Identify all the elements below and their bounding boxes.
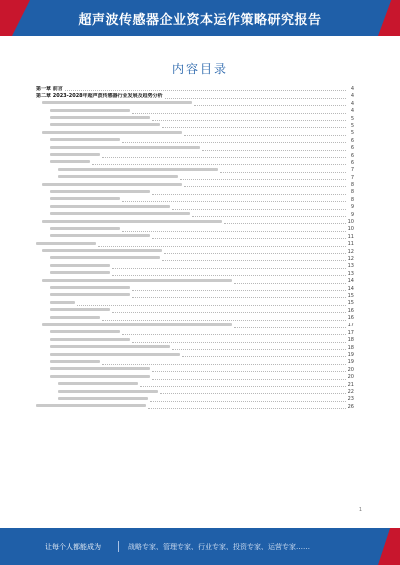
toc-entry-label (36, 263, 110, 270)
toc-entry-page: 20 (347, 366, 354, 373)
toc-entry-page: 13 (347, 263, 354, 270)
toc-leader-dots (152, 379, 346, 380)
toc-entry[interactable] (36, 308, 354, 315)
footer-tagline: 战略专家、管理专家、行业专家、投资专家、运营专家…… (128, 543, 310, 551)
toc-entry-placeholder (42, 249, 162, 252)
toc-entry-placeholder (42, 220, 222, 223)
toc-entry-placeholder (36, 242, 96, 245)
toc-entry-page: 14 (347, 278, 354, 285)
toc-entry-page: 5 (350, 115, 354, 122)
toc-entry-page: 5 (350, 130, 354, 137)
toc-entry-page: 21 (347, 381, 354, 388)
toc-entry-placeholder (50, 308, 110, 311)
toc-entry-placeholder (50, 330, 120, 333)
toc-entry[interactable] (36, 234, 354, 241)
toc-entry-page: 6 (350, 159, 354, 166)
toc-leader-dots (140, 386, 346, 387)
toc-entry-label (36, 123, 160, 130)
toc-leader-dots (92, 164, 346, 165)
toc-leader-dots (132, 342, 346, 343)
toc-leader-dots (165, 98, 346, 99)
toc-leader-dots (122, 334, 346, 335)
toc-entry-label (36, 389, 158, 396)
toc-leader-dots (194, 105, 346, 106)
toc-entry-page: 15 (347, 292, 354, 299)
toc-leader-dots (132, 290, 346, 291)
toc-entry-placeholder (50, 234, 150, 237)
toc-entry[interactable] (36, 404, 354, 411)
toc-leader-dots (102, 320, 346, 321)
toc-entry-placeholder (50, 316, 100, 319)
table-of-contents (36, 86, 354, 502)
toc-entry-label (36, 138, 120, 145)
report-title: 超声波传感器企业资本运作策略研究报告 (78, 13, 322, 28)
toc-leader-dots (77, 305, 346, 306)
toc-entry-placeholder (58, 397, 148, 400)
toc-entry-placeholder (50, 109, 130, 112)
toc-leader-dots (184, 135, 346, 136)
toc-entry-label (36, 212, 190, 219)
toc-entry-label (36, 330, 120, 337)
toc-entry[interactable] (36, 93, 354, 100)
toc-entry-label (36, 308, 110, 315)
toc-entry-page: 10 (347, 219, 354, 226)
toc-leader-dots (202, 150, 346, 151)
toc-entry-placeholder (50, 138, 120, 141)
toc-entry[interactable] (36, 249, 354, 256)
toc-entry[interactable] (36, 138, 354, 145)
toc-entry-label (36, 145, 200, 152)
toc-entry-label (36, 197, 120, 204)
toc-entry-placeholder (50, 256, 160, 259)
toc-entry[interactable] (36, 160, 354, 167)
toc-entry-placeholder (50, 190, 150, 193)
toc-entry-label (36, 323, 232, 330)
toc-entry-label (36, 300, 75, 307)
toc-entry-page: 9 (350, 204, 354, 211)
toc-leader-dots (172, 209, 346, 210)
toc-entry-label (36, 396, 148, 403)
toc-entry-placeholder (50, 153, 100, 156)
toc-entry[interactable] (36, 123, 354, 130)
toc-entry[interactable] (36, 382, 354, 389)
toc-entry-page: 8 (350, 196, 354, 203)
toc-leader-dots (152, 238, 346, 239)
toc-entry[interactable] (36, 101, 354, 108)
toc-entry-placeholder (50, 271, 110, 274)
toc-entry[interactable] (36, 337, 354, 344)
toc-entry-page: 12 (347, 248, 354, 255)
toc-entry-placeholder (50, 205, 170, 208)
toc-entry-label (36, 130, 182, 137)
toc-entry[interactable] (36, 189, 354, 196)
toc-entry-page: 16 (347, 307, 354, 314)
toc-entry-page: 9 (350, 211, 354, 218)
report-footer-band (0, 528, 400, 565)
toc-entry-label (36, 101, 192, 108)
toc-entry-label (36, 204, 170, 211)
toc-entry-placeholder (50, 197, 120, 200)
toc-leader-dots (102, 364, 346, 365)
toc-entry-placeholder (42, 279, 232, 282)
toc-entry-placeholder (50, 345, 170, 348)
toc-entry-page: 6 (350, 145, 354, 152)
toc-entry-page: 19 (347, 359, 354, 366)
toc-leader-dots (152, 120, 346, 121)
toc-entry[interactable] (36, 226, 354, 233)
toc-entry-label (36, 234, 150, 241)
toc-entry-placeholder (50, 367, 150, 370)
toc-entry-label (36, 108, 130, 115)
toc-entry-placeholder (58, 390, 158, 393)
toc-entry-label (36, 359, 100, 366)
toc-entry[interactable] (36, 300, 354, 307)
toc-leader-dots (65, 90, 346, 91)
toc-entry-placeholder (42, 183, 182, 186)
toc-leader-dots (180, 179, 346, 180)
toc-entry-placeholder (58, 382, 138, 385)
toc-entry-placeholder (58, 175, 178, 178)
toc-leader-dots (162, 260, 346, 261)
toc-entry[interactable] (36, 241, 354, 248)
toc-entry[interactable] (36, 86, 354, 93)
page-number: 1 (358, 507, 362, 513)
toc-entry-placeholder (50, 286, 130, 289)
toc-entry[interactable] (36, 197, 354, 204)
toc-leader-dots (112, 275, 346, 276)
toc-entry-placeholder (50, 293, 130, 296)
toc-entry[interactable] (36, 175, 354, 182)
toc-entry-placeholder (36, 404, 146, 407)
toc-entry-page: 13 (347, 270, 354, 277)
toc-entry-label (36, 404, 146, 411)
toc-leader-dots (98, 246, 346, 247)
toc-entry[interactable] (36, 204, 354, 211)
toc-leader-dots (162, 127, 346, 128)
toc-leader-dots (220, 172, 346, 173)
toc-entry[interactable] (36, 116, 354, 123)
toc-entry[interactable] (36, 352, 354, 359)
toc-entry-page: 22 (347, 389, 354, 395)
toc-entry-placeholder (50, 375, 150, 378)
toc-leader-dots (148, 408, 346, 409)
toc-leader-dots (160, 393, 346, 394)
toc-entry-page: 17 (347, 322, 354, 329)
toc-entry-page: 17 (347, 329, 354, 336)
toc-entry-placeholder (50, 301, 75, 304)
toc-entry-label (36, 182, 182, 189)
toc-entry[interactable] (36, 389, 354, 396)
footer-red-stripe (378, 528, 400, 565)
toc-entry-label (36, 352, 180, 359)
toc-entry-placeholder (50, 227, 120, 230)
toc-leader-dots (150, 401, 346, 402)
toc-leader-dots (234, 327, 346, 328)
footer-divider (118, 541, 119, 552)
toc-entry[interactable] (36, 182, 354, 189)
toc-entry-label (36, 337, 130, 344)
toc-entry-page: 8 (350, 189, 354, 196)
toc-entry-label (36, 153, 100, 160)
toc-entry[interactable] (36, 359, 354, 366)
toc-entry-placeholder (50, 123, 160, 126)
toc-entry-page: 5 (350, 122, 354, 129)
toc-entry[interactable] (36, 271, 354, 278)
toc-entry-placeholder (50, 264, 110, 267)
toc-leader-dots (234, 283, 346, 284)
toc-entry-page: 4 (350, 86, 354, 92)
toc-entry[interactable] (36, 153, 354, 160)
toc-entry-placeholder (42, 101, 192, 104)
toc-leader-dots (192, 216, 346, 217)
toc-entry-label (36, 256, 160, 263)
toc-entry-page: 14 (347, 285, 354, 292)
toc-entry[interactable] (36, 367, 354, 374)
toc-leader-dots (122, 201, 346, 202)
toc-heading: 内容目录 (171, 62, 228, 76)
footer-slogan: 让每个人都能成为 (45, 543, 101, 551)
toc-entry-page: 10 (347, 226, 354, 233)
toc-entry-page: 7 (350, 174, 354, 181)
toc-entry[interactable] (36, 374, 354, 381)
toc-entry-label (36, 219, 222, 226)
toc-entry-label: 第一章 前言 (36, 86, 63, 92)
toc-entry-placeholder (50, 146, 200, 149)
toc-entry-placeholder (50, 212, 190, 215)
toc-entry[interactable] (36, 130, 354, 137)
toc-leader-dots (122, 142, 346, 143)
toc-entry-page: 4 (350, 93, 354, 100)
toc-leader-dots (102, 157, 346, 158)
toc-entry-placeholder (50, 116, 150, 119)
toc-leader-dots (152, 194, 346, 195)
toc-entry-placeholder (50, 160, 90, 163)
toc-entry-label (36, 116, 150, 123)
toc-entry-label (36, 241, 96, 248)
toc-leader-dots (132, 113, 346, 114)
toc-entry[interactable] (36, 315, 354, 322)
toc-entry-label (36, 189, 150, 196)
toc-entry-page: 15 (347, 300, 354, 307)
toc-entry-label (36, 286, 130, 293)
toc-entry[interactable] (36, 263, 354, 270)
toc-entry-page: 23 (347, 396, 354, 403)
toc-entry-page: 7 (350, 167, 354, 174)
toc-entry-label (36, 249, 162, 256)
toc-entry-page: 11 (347, 233, 354, 240)
toc-entry[interactable] (36, 256, 354, 263)
toc-entry-label (36, 382, 138, 389)
toc-leader-dots (164, 253, 346, 254)
toc-entry-page: 11 (347, 241, 354, 248)
toc-entry-page: 26 (347, 403, 354, 410)
toc-entry-page: 19 (347, 352, 354, 359)
report-header-band (0, 0, 400, 36)
toc-entry-page: 16 (347, 315, 354, 322)
toc-entry-page: 8 (350, 182, 354, 189)
toc-entry-label (36, 160, 90, 167)
toc-leader-dots (224, 223, 346, 224)
toc-entry-label (36, 167, 218, 174)
toc-entry-page: 12 (347, 255, 354, 262)
toc-entry[interactable] (36, 278, 354, 285)
toc-entry-placeholder (50, 360, 100, 363)
toc-entry[interactable] (36, 293, 354, 300)
toc-entry-label: 第二章 2023-2028年超声波传感器行业发展及趋势分析 (36, 93, 163, 100)
toc-entry-page: 4 (350, 108, 354, 115)
toc-entry-placeholder (50, 338, 130, 341)
toc-leader-dots (112, 268, 346, 269)
toc-entry-placeholder (42, 323, 232, 326)
toc-entry[interactable] (36, 108, 354, 115)
toc-entry-label (36, 278, 232, 285)
toc-entry-page: 18 (347, 337, 354, 344)
toc-entry-page: 6 (350, 152, 354, 159)
toc-entry-label (36, 345, 170, 352)
toc-entry[interactable] (36, 396, 354, 403)
toc-entry[interactable] (36, 345, 354, 352)
toc-entry-label (36, 374, 150, 381)
toc-leader-dots (112, 312, 346, 313)
toc-leader-dots (182, 356, 346, 357)
toc-entry-page: 20 (347, 374, 354, 381)
toc-entry-placeholder (50, 353, 180, 356)
toc-entry[interactable] (36, 219, 354, 226)
toc-entry-label (36, 271, 110, 278)
toc-entry-label (36, 226, 120, 233)
toc-entry-page: 18 (347, 344, 354, 351)
toc-entry[interactable] (36, 330, 354, 337)
toc-entry-label (36, 293, 130, 300)
toc-entry[interactable] (36, 212, 354, 219)
toc-leader-dots (122, 231, 346, 232)
toc-leader-dots (132, 297, 346, 298)
toc-entry-placeholder (58, 168, 218, 171)
toc-entry[interactable] (36, 167, 354, 174)
toc-entry-page: 6 (350, 137, 354, 144)
toc-entry-placeholder (42, 131, 182, 134)
toc-leader-dots (172, 349, 346, 350)
toc-entry[interactable] (36, 323, 354, 330)
toc-entry-label (36, 367, 150, 374)
toc-entry-label (36, 175, 178, 182)
toc-entry[interactable] (36, 145, 354, 152)
toc-entry-label (36, 315, 100, 322)
toc-leader-dots (152, 371, 346, 372)
toc-leader-dots (184, 186, 346, 187)
toc-entry-page: 4 (350, 100, 354, 107)
toc-entry[interactable] (36, 286, 354, 293)
